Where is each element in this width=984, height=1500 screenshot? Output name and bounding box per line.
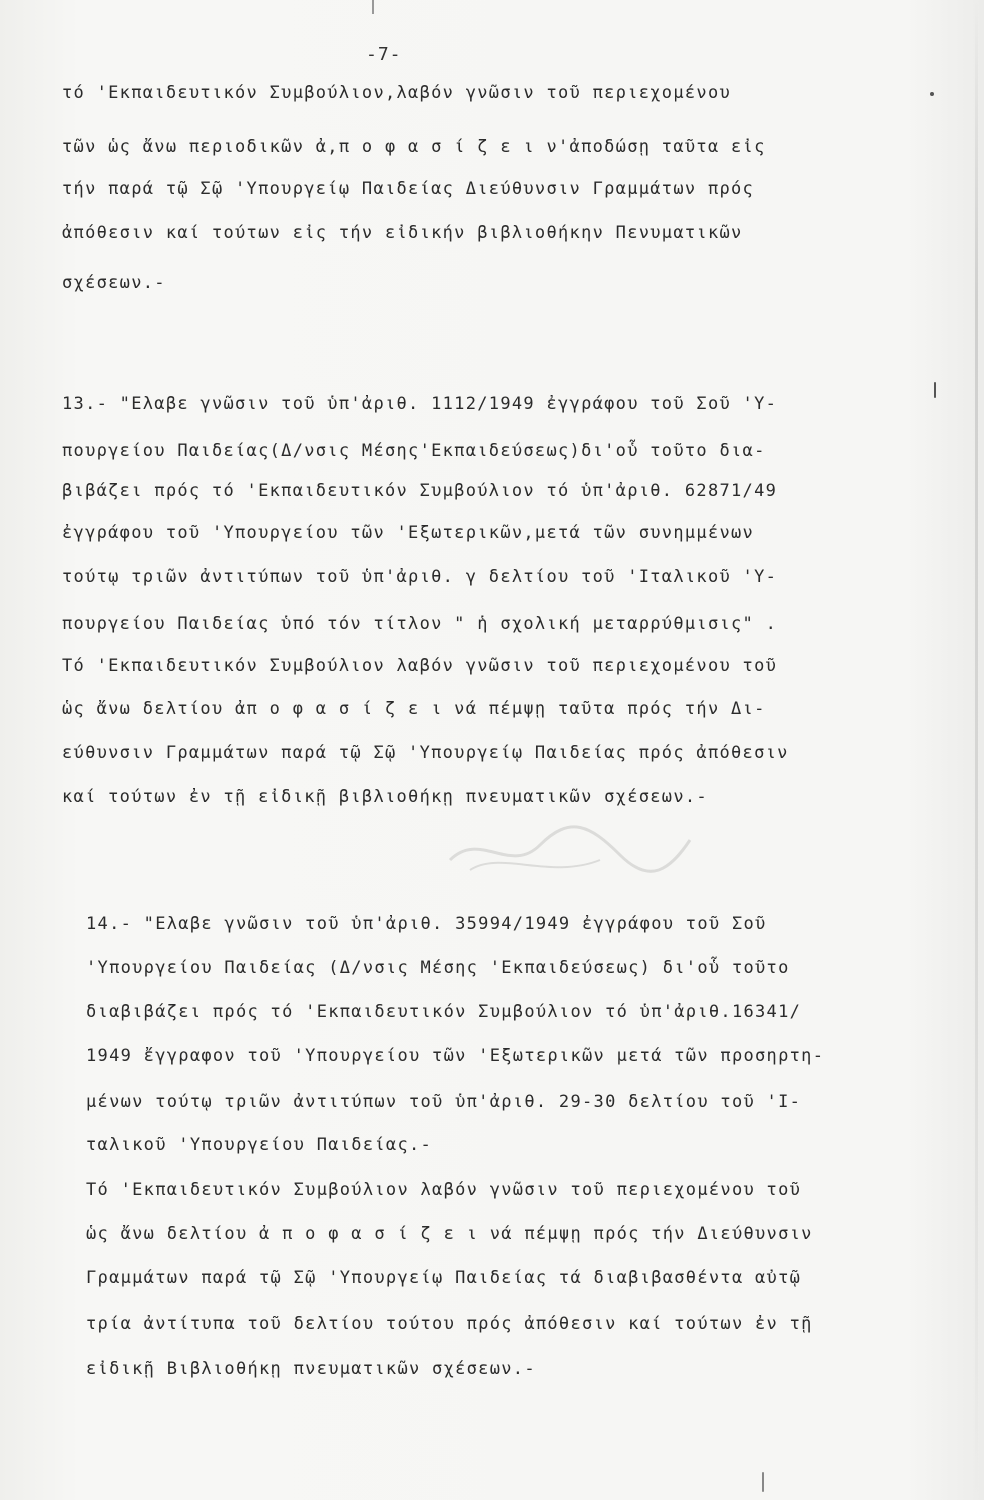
text-line: 14.- "Ελαβε γνῶσιν τοῦ ὑπ'ἀριθ. 35994/1949 ἐγγράφου τοῦ Σοῦ (86, 914, 767, 934)
text-line: καί τούτων ἐν τῇ εἰδικῇ βιβλιοθήκῃ πνευματικῶν σχέσεων.- (62, 787, 708, 807)
text-line: Γραμμάτων παρά τῷ Σῷ 'Υπουργείῳ Παιδείας τά διαβιβασθέντα αὐτῷ (86, 1268, 802, 1288)
binding-edge-shadow (975, 0, 978, 1500)
text-line: 13.- "Ελαβε γνῶσιν τοῦ ὑπ'ἀριθ. 1112/1949 ἐγγράφου τοῦ Σοῦ 'Υ- (62, 394, 778, 414)
text-line: ἀπόθεσιν καί τούτων εἰς τήν εἰδικήν βιβλιοθήκην Πενυματικῶν (62, 223, 743, 243)
text-line: ταλικοῦ 'Υπουργείου Παιδείας.- (86, 1135, 433, 1155)
text-line: εἰδικῇ Βιβλιοθήκῃ πνευματικῶν σχέσεων.- (86, 1359, 536, 1379)
text-line: ἐγγράφου τοῦ 'Υπουργείου τῶν 'Εξωτερικῶν,μετά τῶν συνημμένων (62, 523, 755, 543)
ink-speck (762, 1472, 764, 1492)
ink-speck (934, 382, 936, 398)
text-line: τήν παρά τῷ Σῷ 'Υπουργείῳ Παιδείας Διεύθυνσιν Γραμμάτων πρός (62, 179, 755, 199)
text-line: σχέσεων.- (62, 273, 166, 293)
ink-speck (930, 92, 934, 96)
text-line: 'Υπουργείου Παιδείας (Δ/νσις Μέσης 'Εκπαιδεύσεως) δι'οὗ τοῦτο (86, 958, 790, 978)
text-line: μένων τούτῳ τριῶν ἀντιτύπων τοῦ ὑπ'ἀριθ. 29-30 δελτίου τοῦ 'Ι- (86, 1092, 802, 1112)
page-number: -7- (366, 44, 402, 65)
text-line: εύθυνσιν Γραμμάτων παρά τῷ Σῷ 'Υπουργείῳ Παιδείας πρός ἀπόθεσιν (62, 743, 789, 763)
text-line: διαβιβάζει πρός τό 'Εκπαιδευτικόν Συμβούλιον τό ὑπ'ἀριθ.16341/ (86, 1002, 802, 1022)
text-line: Τό 'Εκπαιδευτικόν Συμβούλιον λαβόν γνῶσιν τοῦ περιεχομένου τοῦ (62, 656, 778, 676)
text-line: τρία ἀντίτυπα τοῦ δελτίου τούτου πρός ἀπόθεσιν καί τούτων ἐν τῇ (86, 1314, 813, 1334)
text-line: Τό 'Εκπαιδευτικόν Συμβούλιον λαβόν γνῶσιν τοῦ περιεχομένου τοῦ (86, 1180, 802, 1200)
text-line: βιβάζει πρός τό 'Εκπαιδευτικόν Συμβούλιον τό ὑπ'ἀριθ. 62871/49 (62, 481, 778, 501)
text-line: πουργείου Παιδείας(Δ/νσις Μέσης'Εκπαιδεύσεως)δι'οὗ τοῦτο δια- (62, 441, 766, 461)
show-through-signature (440, 820, 700, 880)
text-line: τό 'Εκπαιδευτικόν Συμβούλιον,λαβόν γνῶσιν τοῦ περιεχομένου (62, 83, 732, 103)
text-line: ὡς ἄνω δελτίου ἀπ ο φ α σ ί ζ ε ι νά πέμψῃ ταῦτα πρός τήν Δι- (62, 699, 766, 719)
text-line: ὡς ἄνω δελτίου ἀ π ο φ α σ ί ζ ε ι νά πέμψῃ πρός τήν Διεύθυνσιν (86, 1224, 813, 1244)
text-line: τούτῳ τριῶν ἀντιτύπων τοῦ ὑπ'ἀριθ. γ δελτίου τοῦ 'Ιταλικοῦ 'Υ- (62, 567, 778, 587)
top-edge-mark (372, 0, 374, 14)
text-line: πουργείου Παιδείας ὑπό τόν τίτλον " ἡ σχολική μεταρρύθμισις" . (62, 614, 778, 634)
text-line: 1949 ἔγγραφον τοῦ 'Υπουργείου τῶν 'Εξωτερικῶν μετά τῶν προσηρτη- (86, 1046, 825, 1066)
text-line: τῶν ὡς ἄνω περιοδικῶν ἀ,π ο φ α σ ί ζ ε ι ν'ἀποδώσῃ ταῦτα εἰς (62, 137, 766, 157)
